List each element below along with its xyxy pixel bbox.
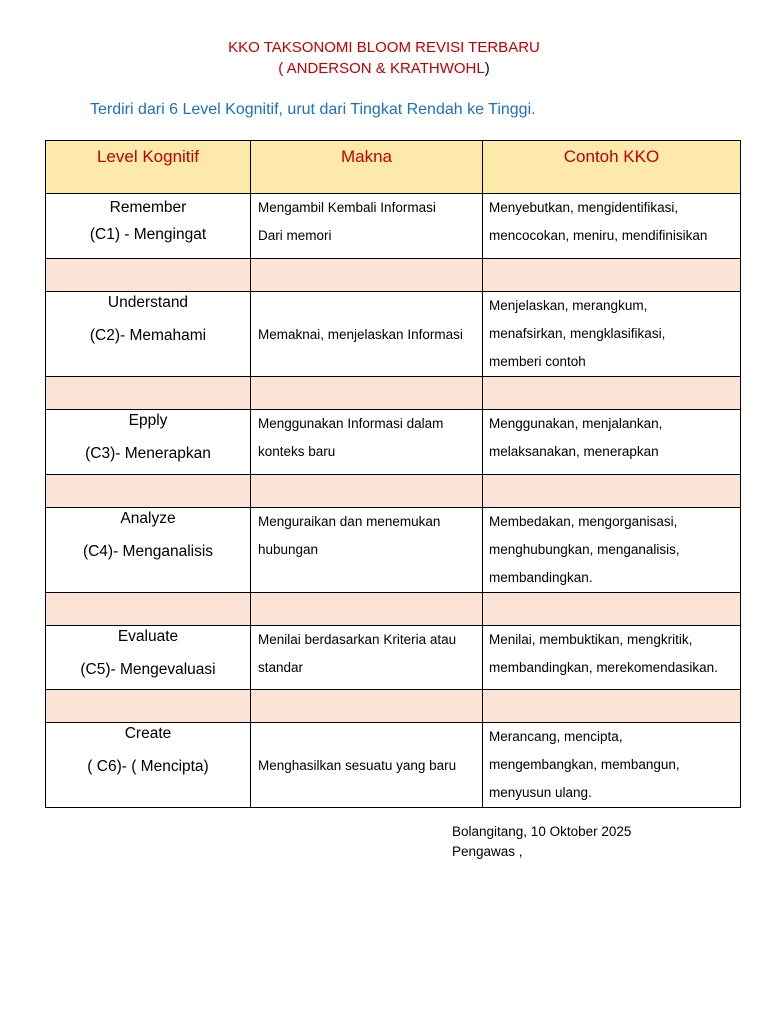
level-name: Remember — [109, 199, 187, 216]
makna-line: Mengambil Kembali Informasi — [258, 200, 436, 215]
table-row — [46, 292, 741, 377]
kko-line: Menyebutkan, mengidentifikasi, — [489, 200, 679, 215]
level-code: (C4)- Menganalisis — [82, 543, 214, 560]
level-code: (C5)- Mengevaluasi — [80, 661, 216, 678]
makna-cell — [251, 723, 483, 808]
makna-line: Menghasilkan sesuatu yang baru — [258, 757, 457, 773]
level-name: Epply — [128, 412, 168, 429]
table-row — [46, 626, 741, 690]
kko-line: Menilai, membuktikan, mengkritik, — [489, 632, 693, 647]
separator-row — [46, 690, 741, 723]
makna-cell — [251, 292, 483, 377]
makna-cell — [251, 410, 483, 475]
level-code: ( C6)- ( Mencipta) — [87, 758, 209, 775]
kko-line: Merancang, mencipta, — [489, 729, 623, 744]
makna-line: hubungan — [258, 542, 319, 557]
header-kko: Contoh KKO — [483, 141, 741, 194]
kko-line: membandingkan, merekomendasikan. — [489, 660, 718, 675]
level-name: Create — [124, 725, 172, 742]
level-cell — [46, 410, 251, 475]
kko-line: membandingkan. — [489, 570, 593, 585]
level-name: Evaluate — [117, 628, 179, 645]
header-makna: Makna — [251, 141, 483, 194]
intro-text: Terdiri dari 6 Level Kognitif, urut dari Tingkat Rendah ke Tinggi. — [90, 101, 536, 118]
authors-text: ( ANDERSON & KRATHWOHL — [278, 60, 485, 77]
separator-row — [46, 593, 741, 626]
kko-line: menyusun ulang. — [489, 785, 592, 800]
separator-row — [46, 475, 741, 508]
kko-cell — [483, 626, 741, 690]
makna-cell — [251, 194, 483, 259]
level-name: Understand — [107, 294, 189, 311]
table-row — [46, 410, 741, 475]
table-row — [46, 723, 741, 808]
kko-line: menghubungkan, menganalisis, — [489, 542, 680, 557]
table-header-row — [46, 141, 741, 194]
authors-close-paren: ) — [484, 60, 490, 77]
kko-line: Membedakan, mengorganisasi, — [489, 514, 678, 529]
signature-place-date: Bolangitang, 10 Oktober 2025 — [452, 824, 632, 839]
makna-line: Menggunakan Informasi dalam — [258, 416, 444, 431]
kko-line: Menjelaskan, merangkum, — [489, 298, 648, 313]
makna-line: konteks baru — [258, 444, 336, 459]
table-row — [46, 194, 741, 259]
document-subtitle-authors — [0, 59, 768, 79]
makna-cell — [251, 626, 483, 690]
level-cell — [46, 626, 251, 690]
makna-line: Memaknai, menjelaskan Informasi — [258, 326, 463, 342]
table-row — [46, 508, 741, 593]
kko-line: memberi contoh — [489, 354, 586, 369]
makna-cell — [251, 508, 483, 593]
level-code: (C3)- Menerapkan — [85, 445, 211, 462]
level-cell — [46, 508, 251, 593]
level-name: Analyze — [120, 510, 176, 527]
kko-line: melaksanakan, menerapkan — [489, 444, 659, 459]
kko-cell — [483, 723, 741, 808]
kko-line: Menggunakan, menjalankan, — [489, 416, 663, 431]
level-cell — [46, 194, 251, 259]
level-code: (C1) - Mengingat — [89, 226, 207, 243]
makna-line: Dari memori — [258, 228, 332, 243]
kko-line: mencocokan, meniru, mendifinisikan — [489, 228, 708, 243]
level-code: (C2)- Memahami — [89, 327, 207, 344]
document-title: KKO TAKSONOMI BLOOM REVISI TERBARU — [228, 39, 540, 56]
makna-line: Menilai berdasarkan Kriteria atau — [258, 632, 457, 647]
bloom-taxonomy-table — [45, 140, 741, 808]
makna-line: Menguraikan dan menemukan — [258, 514, 441, 529]
kko-cell — [483, 194, 741, 259]
kko-line: mengembangkan, membangun, — [489, 757, 680, 772]
kko-cell — [483, 292, 741, 377]
kko-cell — [483, 508, 741, 593]
kko-line: menafsirkan, mengklasifikasi, — [489, 326, 666, 341]
signature-role: Pengawas , — [452, 844, 523, 859]
level-cell — [46, 723, 251, 808]
level-cell — [46, 292, 251, 377]
makna-line: standar — [258, 660, 304, 675]
separator-row — [46, 377, 741, 410]
kko-cell — [483, 410, 741, 475]
header-level: Level Kognitif — [46, 141, 251, 194]
separator-row — [46, 259, 741, 292]
